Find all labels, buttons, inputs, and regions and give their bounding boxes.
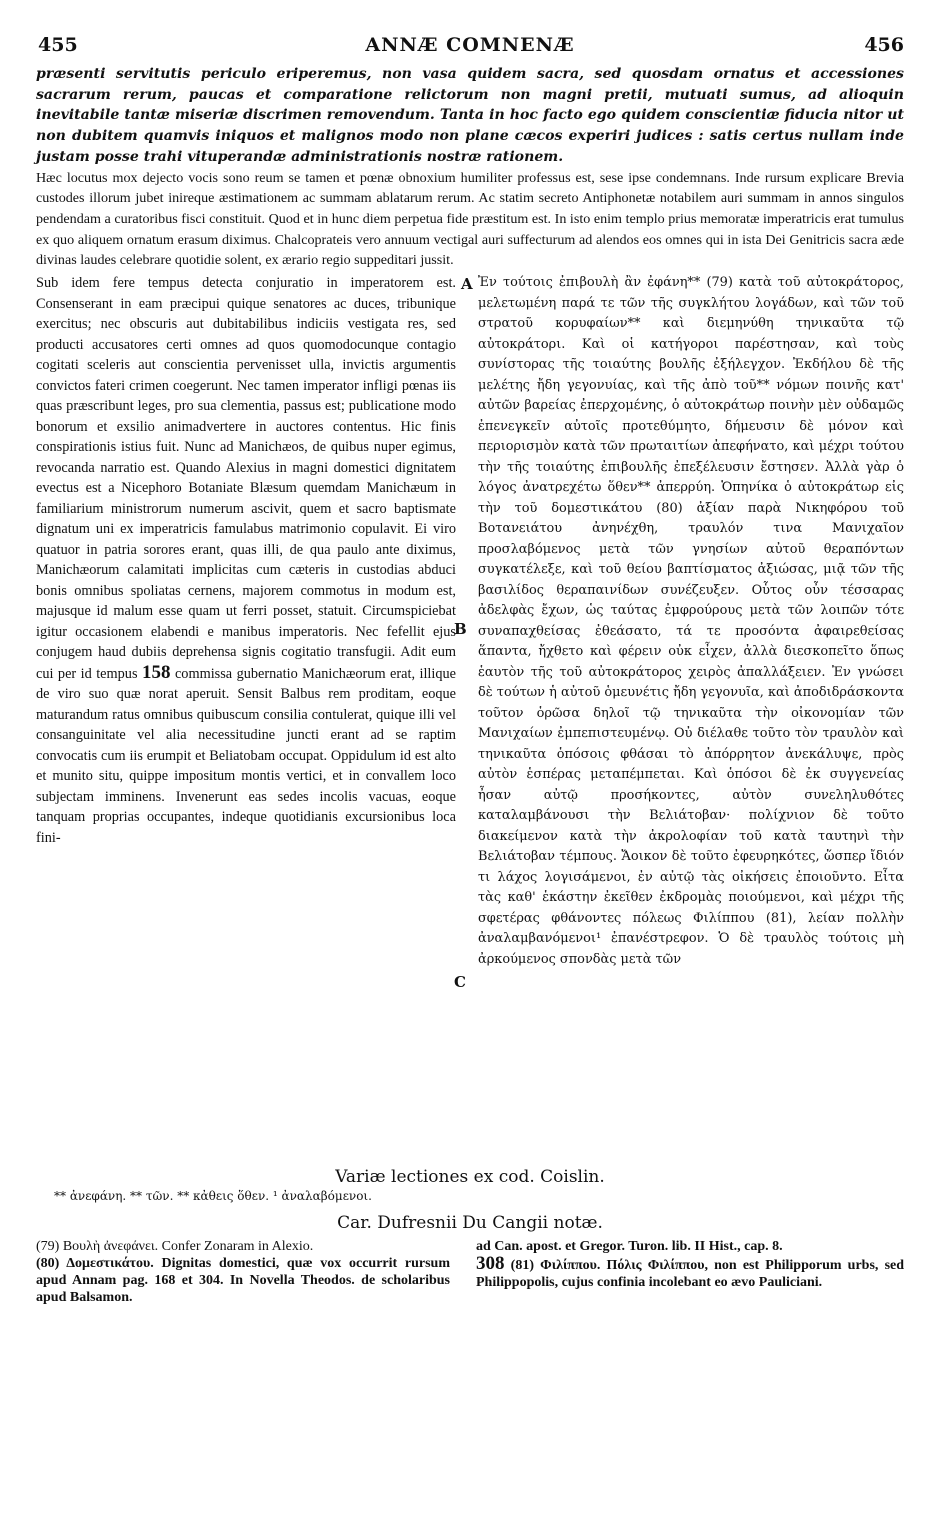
notes-heading: Car. Dufresnii Du Cangii notæ. xyxy=(337,1213,603,1234)
variae-heading: Variæ lectiones ex cod. Coislin. xyxy=(335,1167,605,1188)
page-number-left: 455 xyxy=(38,34,78,56)
intro-roman-text: Hæc locutus mox dejecto vocis sono reum se tamen et pœnæ obnoxium humiliter professus est, sese ipse condemnans. Inde rursum explicare Brevia custodes illorum jubet inireque æstimationem ac summam ablatarum rerum. Ac statim secreto Antiphonetæ notabilem auri summam in annos singulos pendendam a curatoribus fisci constituit. Quod et in hunc diem perpetua fide præstitum est. In isto enim templo prius memoratæ imperatricis erat tumulus ex quo aliquem ornatum erasum diximus. Chalcoprateis vero annuum vectigal auri suffecturum ad alendos eos omnes qui in ista Dei Genitricis sacra æde divinas laudes celebrare quotidie solent, ex ærario regio suppeditari jussit. xyxy=(36,169,904,269)
footnotes-left xyxy=(36,1238,450,1306)
note-81: 308 (81) Φιλίππου. Πόλις Φιλίππου, non est Philipporum urbs, sed Philippopolis, cujus confinia incolebant eo ævo Pauliciani. xyxy=(476,1253,905,1291)
latin-column xyxy=(36,273,456,848)
two-column-body xyxy=(36,273,904,1158)
latin-text-part2: commissa gubernatio Manichæorum erat, illique de viro suo quæ norat aperuit. Sensit Balbus rem proditam, eoque maturandum ratus omnibus quibuscum consilia contulerat, quique illi vel consanguinitate vel alia necessitudine juncti erant ad se raptim convocatis cum iis erumpit et Beliatobam occupat. Oppidulum id est alto et munito situ, quippe impositum montis vertici, et in convallem loco subjectam imminens. Invenerunt eas sedes incolis vacuas, eoque tanquam proprias occupantes, indeque quotidianis excursionibus loca fini- xyxy=(36,665,457,846)
book-page xyxy=(36,34,904,1338)
margin-marker-c: C xyxy=(454,973,466,992)
variae-text: ** ἀνεφάνη. ** τῶν. ** κἀθεις ὅθεν. ¹ ἀναλαβόμενοι. xyxy=(54,1189,372,1204)
margin-marker-b: B xyxy=(454,620,467,639)
note-79: (79) Βουλὴ ἀνεφάνει. Confer Zonaram in Alexio. xyxy=(36,1239,314,1255)
footnotes xyxy=(36,1238,904,1338)
latin-text-part1: Sub idem fere tempus detecta conjuratio in imperatorem est. Consenserant in eam præcipui quique senatores ac duces, tribunique exercitus; nec obscuris aut dubitabilibus indiciis vestigata res, sed producti accusatores certi omnes ad quos quomodocunque contagio cogitati sceleris aut conscientia pervenisset ulla, invictis argumentis convictos fateri crimen coegerunt. Nec tamen imperator infligi pœnas iis quas præscribunt leges, pro sua clementia, passus est; publicatione modo bonorum et exsilio animadvertere in auctores contentus. Hic finis conspirationis istius fuit. Nunc ad Manichæos, de quibus nuper egimus, revocanda narratio est. Quando Alexius in magni domestici dignitatem evectus est a Nicephoro Botaniate Blæsum quemdam Manichæum in familiarium ministrorum numerum ascivit, quem et sacro baptismate dignatum uni ex imperatricis famulabus matrimonio copulavit. Ei viro quatuor in patria sorores erant, quas illi, de qua paulo ante diximus, Manichæorum calamitati implicitas cum cæteris in custodias abduci bonis omnibus spoliatas cernens, majorem commotus in modum est, majusque id malum esse quam ut ferri posset, statuit. Circumspiciebat igitur occasionem elabendi e manibus imperatoris. Nec fefellit ejus conjugem haud dubiis deprehensa signis cogitatio transfugii. Adit eum cui per id tempus xyxy=(36,275,456,682)
page-header xyxy=(36,34,904,64)
page-reference: 158 xyxy=(141,661,171,683)
note-continuation: ad Can. apost. et Gregor. Turon. lib. II Hist., cap. 8. xyxy=(476,1239,783,1255)
intro-italic-text: præsenti servitutis periculo eriperemus, non vasa quidem sacra, sed quosdam ornatus et accessiones sacrarum rerum, paucas et comparatione relictorum non magni pretii, mutuati sumus, ad alioquin inevitabile tantæ miseriæ discrimen removendum. Tanta in hoc facto ego quidem conscientiæ fiducia nitor ut non dubitem quamvis iniquos et malignos modo non plane cæcos experiri judices : satis certus nullam inde justam posse trahi vituperandæ administrationis nostræ rationem. xyxy=(36,66,904,165)
running-title: ANNÆ COMNENÆ xyxy=(365,34,575,56)
footnotes-right xyxy=(476,1238,904,1291)
footnote-page-reference: 308 xyxy=(476,1253,505,1275)
note-80: (80) Δομεστικάτου. Dignitas domestici, quæ vox occurrit rursum apud Annam pag. 168 et 304. In Novella Theodos. de scholaribus apud Balsamon. xyxy=(36,1256,450,1306)
page-number-right: 456 xyxy=(864,34,904,56)
margin-marker-a: A xyxy=(461,275,473,294)
greek-column: Ἐν τούτοις ἐπιβουλὴ ἂν ἐφάνη** (79) κατὰ τοῦ αὐτοκράτορος, μελετωμένη παρά τε τῶν τῆς συγκλήτου λογάδων, καὶ τῶν τοῦ στρατοῦ κορυφαίων** καὶ διεμηνύθη τηνικαῦτα τῷ αὐτοκράτορι. Καὶ οἱ κατήγοροι παρέστησαν, καὶ τοὺς συνίστορας τῆς τοιαύτης βουλῆς ἐξήλεγχον. Ἐκδήλου δὲ τῆς μελέτης ἤδη γεγονυίας, καὶ τῆς ἀπὸ τοῦ** νόμων ποινῆς κατ' αὐτῶν βαρείας ἐπερχομένης, ὁ αὐτοκράτωρ ποινὴν μὲν οὐδαμῶς ἐπενεγκεῖν αὐτοῖς προτεθύμητο, δήμευσιν δὲ μόνον καὶ περιορισμὸν κατὰ τῶν πρωταιτίων ἀπεφήνατο, καὶ μέχρι τούτου τὴν τῆς τοιαύτης ἐπιβουλῆς ἐπεξέλευσιν ἔστησεν. Ἀλλὰ γὰρ ὁ λόγος ἀνατρεχέτω ὅθεν** ἀπερρύη. Ὁπηνίκα ὁ αὐτοκράτωρ εἰς τὴν τοῦ δομεστικάτου (80) ἀξίαν παρὰ Νικηφόρου τοῦ Βοτανειάτου ἀνηνέχθη, τραυλόν τινα Μανιχαῖον προσλαβόμενος μετὰ τῶν γνησίων αὐτοῦ θεραπόντων συγκατέλεξε, καὶ τοῦ θείου βαπτίσματος ἀξιώσας, μιᾷ τῶν τῆς βασιλίδος θεραπαινίδων συνέζευξεν. Οὗτος οὖν τέσσαρας ἀδελφὰς ἔχων, ὡς ταύτας ἐμφρούρους μετὰ τῶν λοιπῶν τότε συναπαχθείσας ἐθεάσατο, τά τε προσόντα ἀφαιρεθείσας ἅπαντα, ἤχθετο καὶ φέρειν οὐκ εἶχεν, ἀλλὰ διεσκοπεῖτο ὅπως ἑαυτὸν τῆς τοῦ αὐτοκράτορος χειρὸς ἀπαλλάξειεν. Ἐν γνώσει δὲ τούτων ἡ αὐτοῦ ὁμευνέτις ἤδη γεγονυῖα, καὶ ἀποδιδράσκοντα τοῦτον ὁρῶσα δηλοῖ τῷ τηνικαῦτα τὴν οἰκονομίαν τῶν Μανιχαίων ἐμπεπιστευμένῳ. Οὐ διέλαθε τοῦτο τὸν τραυλὸν καὶ τηνικαῦτα ὁπόσοις φθάσαι τὸ ἀπόρρητον ἀνεκάλυψε, πρὸς αὐτὸν ἑσπέρας μεταπέμπεται. Καὶ ὁπόσοι δὲ ἐκ συγγενείας ἦσαν αὐτῷ προσήκοντες, αὐτὸν συνεληλυθότες καταλαμβάνουσι τὴν Βελιάτοβαν· πολίχνιον δὲ τοῦτο διακείμενον κατὰ τὴν ἀκρολοφίαν τοῦ κατὰ ταυτηνὶ τὴν Βελιάτοβαν τέμπους. Ἄοικον δὲ τοῦτο ἐφευρηκότες, ὥσπερ ἴδιόν τι λάχος λογισάμενοι, ἐν αὐτῷ τὰς οἰκήσεις ἐποιοῦντο. Εἶτα τὰς καθ' ἑκάστην ἐκεῖθεν ἐκδρομὰς ποιούμενοι, καὶ μέχρι τῆς σφετέρας φθάνοντες πόλεως Φιλίππου (81), λείαν πολλὴν ἀναλαμβανόμενοι¹ ἐπανέστρεφον. Ὁ δὲ τραυλὸς τούτοις μὴ ἀρκούμενος σπονδὰς μετὰ τῶν xyxy=(478,275,904,967)
